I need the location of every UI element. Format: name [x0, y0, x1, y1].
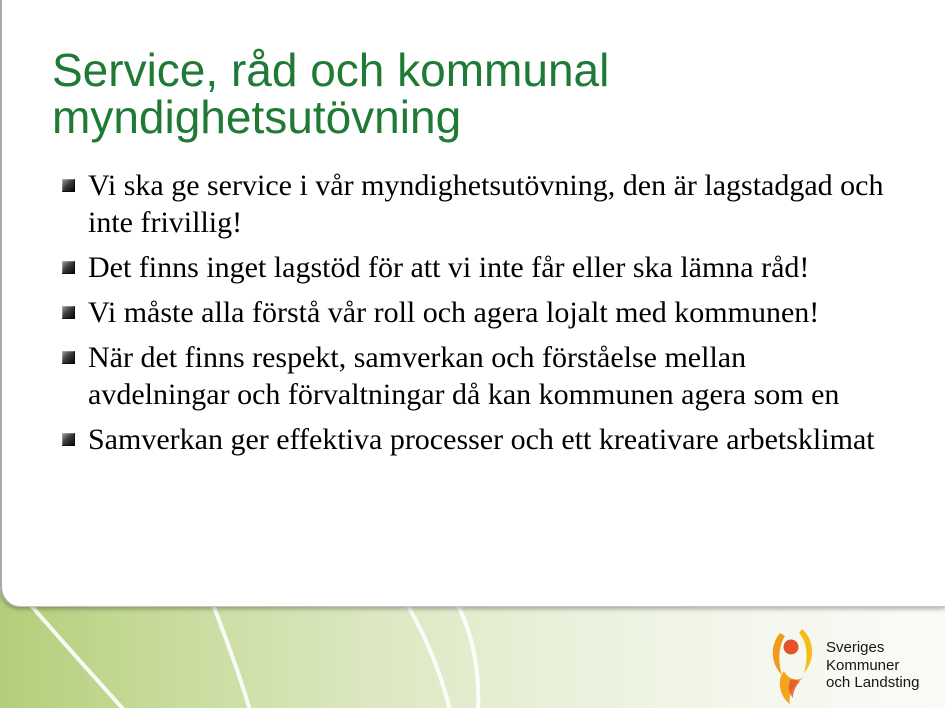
- skl-logo-text: [826, 639, 919, 692]
- square-bullet-icon: [62, 261, 75, 274]
- square-bullet-icon: [62, 179, 75, 192]
- bullet-item-1: [62, 167, 883, 241]
- square-bullet-icon: [62, 306, 75, 319]
- logo-left-arm: [773, 633, 785, 675]
- slide-title: Service, råd och kommunal myndighetsutövning: [52, 44, 610, 143]
- bullet-text-line: Vi ska ge service i vår myndighetsutövning, den är lagstadgad och: [88, 169, 884, 202]
- logo-line: Kommuner: [826, 656, 900, 674]
- bullet-text-line: När det finns respekt, samverkan och förståelse mellan: [88, 341, 747, 374]
- logo-line: Sveriges: [826, 639, 885, 656]
- bullet-text-line: inte frivillig!: [88, 206, 243, 239]
- bullet-item-4: [62, 339, 883, 413]
- skl-figure-icon: [766, 627, 818, 705]
- bullet-text-line: Vi måste alla förstå vår roll och agera lojalt med kommunen!: [88, 296, 820, 329]
- bullet-item-3: [62, 294, 883, 331]
- logo-line: och Landsting: [826, 674, 920, 691]
- logo-right-arm: [799, 629, 812, 673]
- swoosh-line: [455, 600, 478, 708]
- logo-inner-flame: [789, 679, 800, 698]
- logo-head: [784, 640, 799, 655]
- bullet-text-line: Samverkan ger effektiva processer och ett kreativare arbetsklimat: [88, 423, 875, 456]
- bullet-list: [62, 167, 883, 466]
- square-bullet-icon: [62, 351, 75, 364]
- square-bullet-icon: [62, 433, 75, 446]
- bullet-text-line: Det finns inget lagstöd för att vi inte får eller ska lämna råd!: [88, 251, 810, 284]
- bullet-text-line: avdelningar och förvaltningar då kan kommunen agera som en: [88, 378, 840, 411]
- bullet-item-2: [62, 249, 883, 286]
- bullet-item-5: [62, 421, 883, 458]
